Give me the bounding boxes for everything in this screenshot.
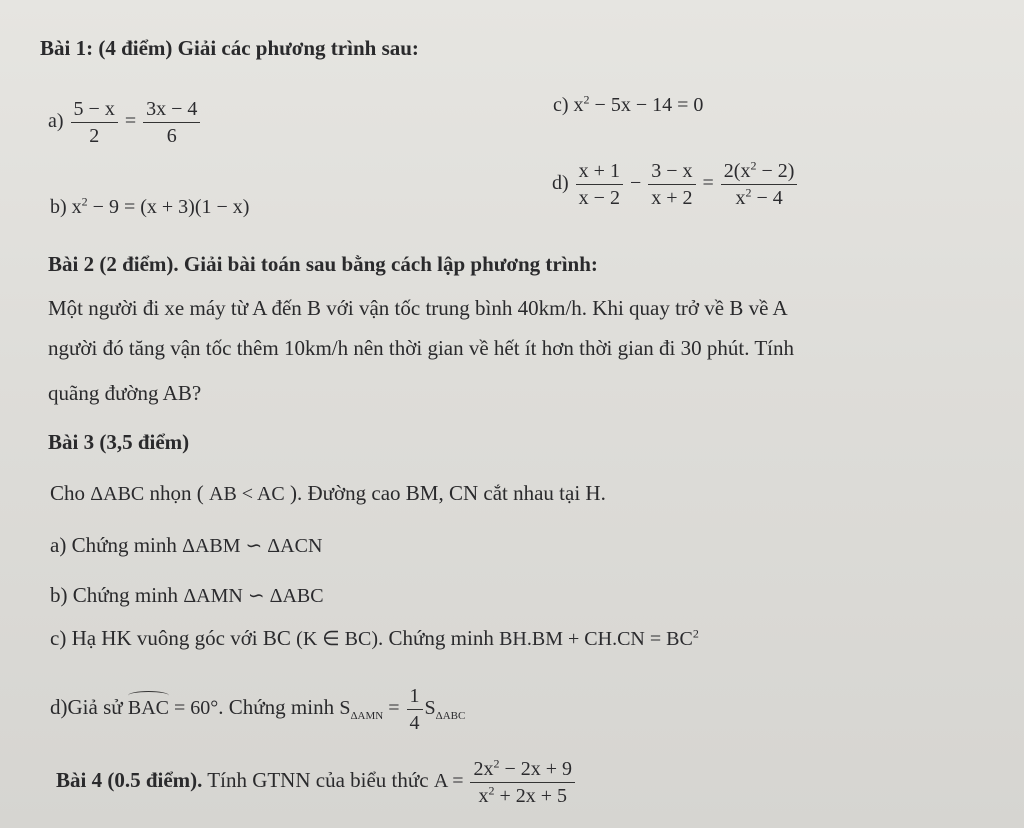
bai4-num: [470, 758, 575, 783]
bai1-title: [40, 36, 419, 61]
bai3-d-frac-den: 4: [409, 712, 420, 734]
bai1-d-frac2-num: 3 − x: [648, 160, 695, 185]
bai3-d-eq: = 60°: [169, 697, 219, 720]
bai3-b: [50, 583, 324, 608]
bai3-intro-ineq: AB < AC: [209, 483, 285, 505]
bai4-fraction: [470, 758, 575, 807]
bai3-intro-a: Cho: [50, 481, 91, 505]
bai4-title: Bài 4 (0.5 điểm).: [56, 768, 203, 793]
bai3-a-text: a) Chứng minh: [50, 533, 183, 557]
bai1-a-lhs-den: 2: [89, 125, 100, 147]
bai3-d-frac: [407, 685, 423, 734]
bai3-d-s1: S: [339, 697, 351, 720]
bai3-d-text: d)Giả sử: [50, 695, 128, 720]
bai2-line2: người đó tăng vận tốc thêm 10km/h nên thời gian về hết ít hơn thời gian đi 30 phút. Tính: [48, 336, 794, 360]
bai1-d-frac3-den-exp: 2: [745, 185, 752, 200]
bai4-text: Tính GTNN của biểu thức: [202, 768, 434, 793]
bai1-d-frac3-den-post: − 4: [751, 187, 783, 209]
bai3-a: [50, 533, 322, 558]
bai1-c-x: x: [573, 94, 584, 116]
bai3-c-math2-exp: 2: [692, 626, 699, 641]
bai1-d-frac1: [576, 160, 623, 209]
bai1-a-label: a): [48, 110, 64, 133]
bai1-d-frac1-den: x − 2: [578, 187, 620, 209]
bai3-d-s1-sub: ΔAMN: [350, 710, 384, 723]
bai4-num-post: − 2x + 9: [499, 758, 573, 780]
bai1-a: [48, 98, 202, 147]
bai2-title-text: Bài 2 (2 điểm). Giải bài toán sau bằng cách lập phương trình:: [48, 252, 598, 276]
bai1-d-frac3-den-pre: x: [735, 187, 746, 209]
bai3-b-math: ΔAMN ∽ ΔABC: [183, 585, 324, 607]
bai3-title: [48, 430, 189, 455]
bai1-d-frac3-num: [721, 160, 798, 185]
bai1-c: [553, 94, 703, 117]
bai4-num-exp: 2: [493, 756, 500, 771]
bai1-d-frac1-num: x + 1: [576, 160, 623, 185]
bai3-d-frac-num: 1: [407, 685, 423, 710]
bai1-b-rest: − 9 = (x + 3)(1 − x): [87, 196, 250, 218]
bai3-intro: [50, 481, 606, 506]
bai1-d-eq: =: [702, 172, 714, 195]
bai3-title-text: Bài 3 (3,5 điểm): [48, 430, 190, 454]
bai3-c-math2: [499, 628, 699, 650]
bai1-a-eq: =: [124, 110, 137, 133]
bai1-d-frac2-den: x + 2: [651, 187, 693, 209]
bai1-c-label: c): [553, 94, 569, 116]
bai3-d-angle: BAC: [127, 697, 169, 720]
bai1-a-lhs-fraction: [71, 98, 118, 147]
bai3-d-angle-expr: [128, 697, 218, 719]
bai3-c-text2: . Chứng minh: [378, 626, 500, 650]
bai1-b-x: x: [71, 196, 82, 218]
bai1-c-rest: − 5x − 14 = 0: [589, 94, 704, 116]
bai3-c-text: c) Hạ HK vuông góc với BC: [50, 626, 297, 650]
bai1-d-frac3-num-pre: 2(x: [723, 160, 751, 182]
bai1-d-frac2: [648, 160, 695, 209]
bai3-d-text2: . Chứng minh: [218, 695, 340, 720]
bai3-c-math1: (K ∈ BC): [296, 628, 379, 650]
bai1-a-rhs-fraction: [143, 98, 200, 147]
bai3-d-s2-sub: ΔABC: [435, 710, 466, 723]
bai1-a-lhs-num: 5 − x: [71, 98, 118, 123]
bai4-den-exp: 2: [488, 783, 495, 798]
bai2-line1: Một người đi xe máy từ A đến B với vận tốc trung bình 40km/h. Khi quay trở về B về A: [48, 296, 788, 320]
bai1-d-frac3-num-post: − 2): [756, 160, 795, 182]
bai3-c-math2-body: BH.BM + CH.CN = BC: [499, 628, 693, 650]
bai3-intro-triangle: ΔABC: [90, 483, 145, 505]
bai1-d-label: d): [552, 172, 569, 195]
bai1-d-minus: −: [629, 172, 642, 195]
bai3-c: [50, 626, 699, 651]
bai4-den: [475, 783, 570, 807]
bai1-b-label: b): [50, 196, 67, 218]
bai1-d-frac3-num-exp: 2: [750, 158, 757, 173]
bai4-expr: [433, 756, 577, 807]
bai1-c-exp: 2: [583, 92, 590, 107]
bai1-title-text: Bài 1: (4 điểm) Giải các phương trình sau:: [40, 36, 419, 60]
bai2-line3: quãng đường AB?: [48, 381, 202, 405]
bai3-d-s2: S: [424, 697, 436, 720]
bai1-a-rhs-num: 3x − 4: [143, 98, 200, 123]
bai3-d: [50, 685, 465, 734]
bai3-b-text: b) Chứng minh: [50, 583, 184, 607]
bai1-d: [552, 160, 799, 209]
bai1-d-frac3: [721, 160, 798, 209]
bai4-den-post: + 2x + 5: [494, 785, 568, 807]
bai4-den-pre: x: [478, 785, 489, 807]
bai2-title: [48, 252, 598, 277]
bai3-intro-c: ). Đường cao BM, CN cắt nhau tại H.: [284, 481, 606, 505]
bai3-a-math: ΔABM ∽ ΔACN: [182, 535, 323, 557]
bai3-intro-b: nhọn (: [144, 481, 209, 505]
bai4-lhs: A =: [433, 770, 464, 793]
bai1-d-frac3-den: [732, 185, 785, 209]
bai4: [56, 758, 577, 807]
bai3-d-area-expr: [339, 685, 466, 734]
bai1-b: [50, 196, 249, 219]
bai1-a-rhs-den: 6: [166, 125, 177, 147]
bai3-d-eq2: =: [383, 697, 405, 720]
bai4-num-pre: 2x: [473, 758, 494, 780]
bai1-b-exp: 2: [81, 194, 88, 209]
